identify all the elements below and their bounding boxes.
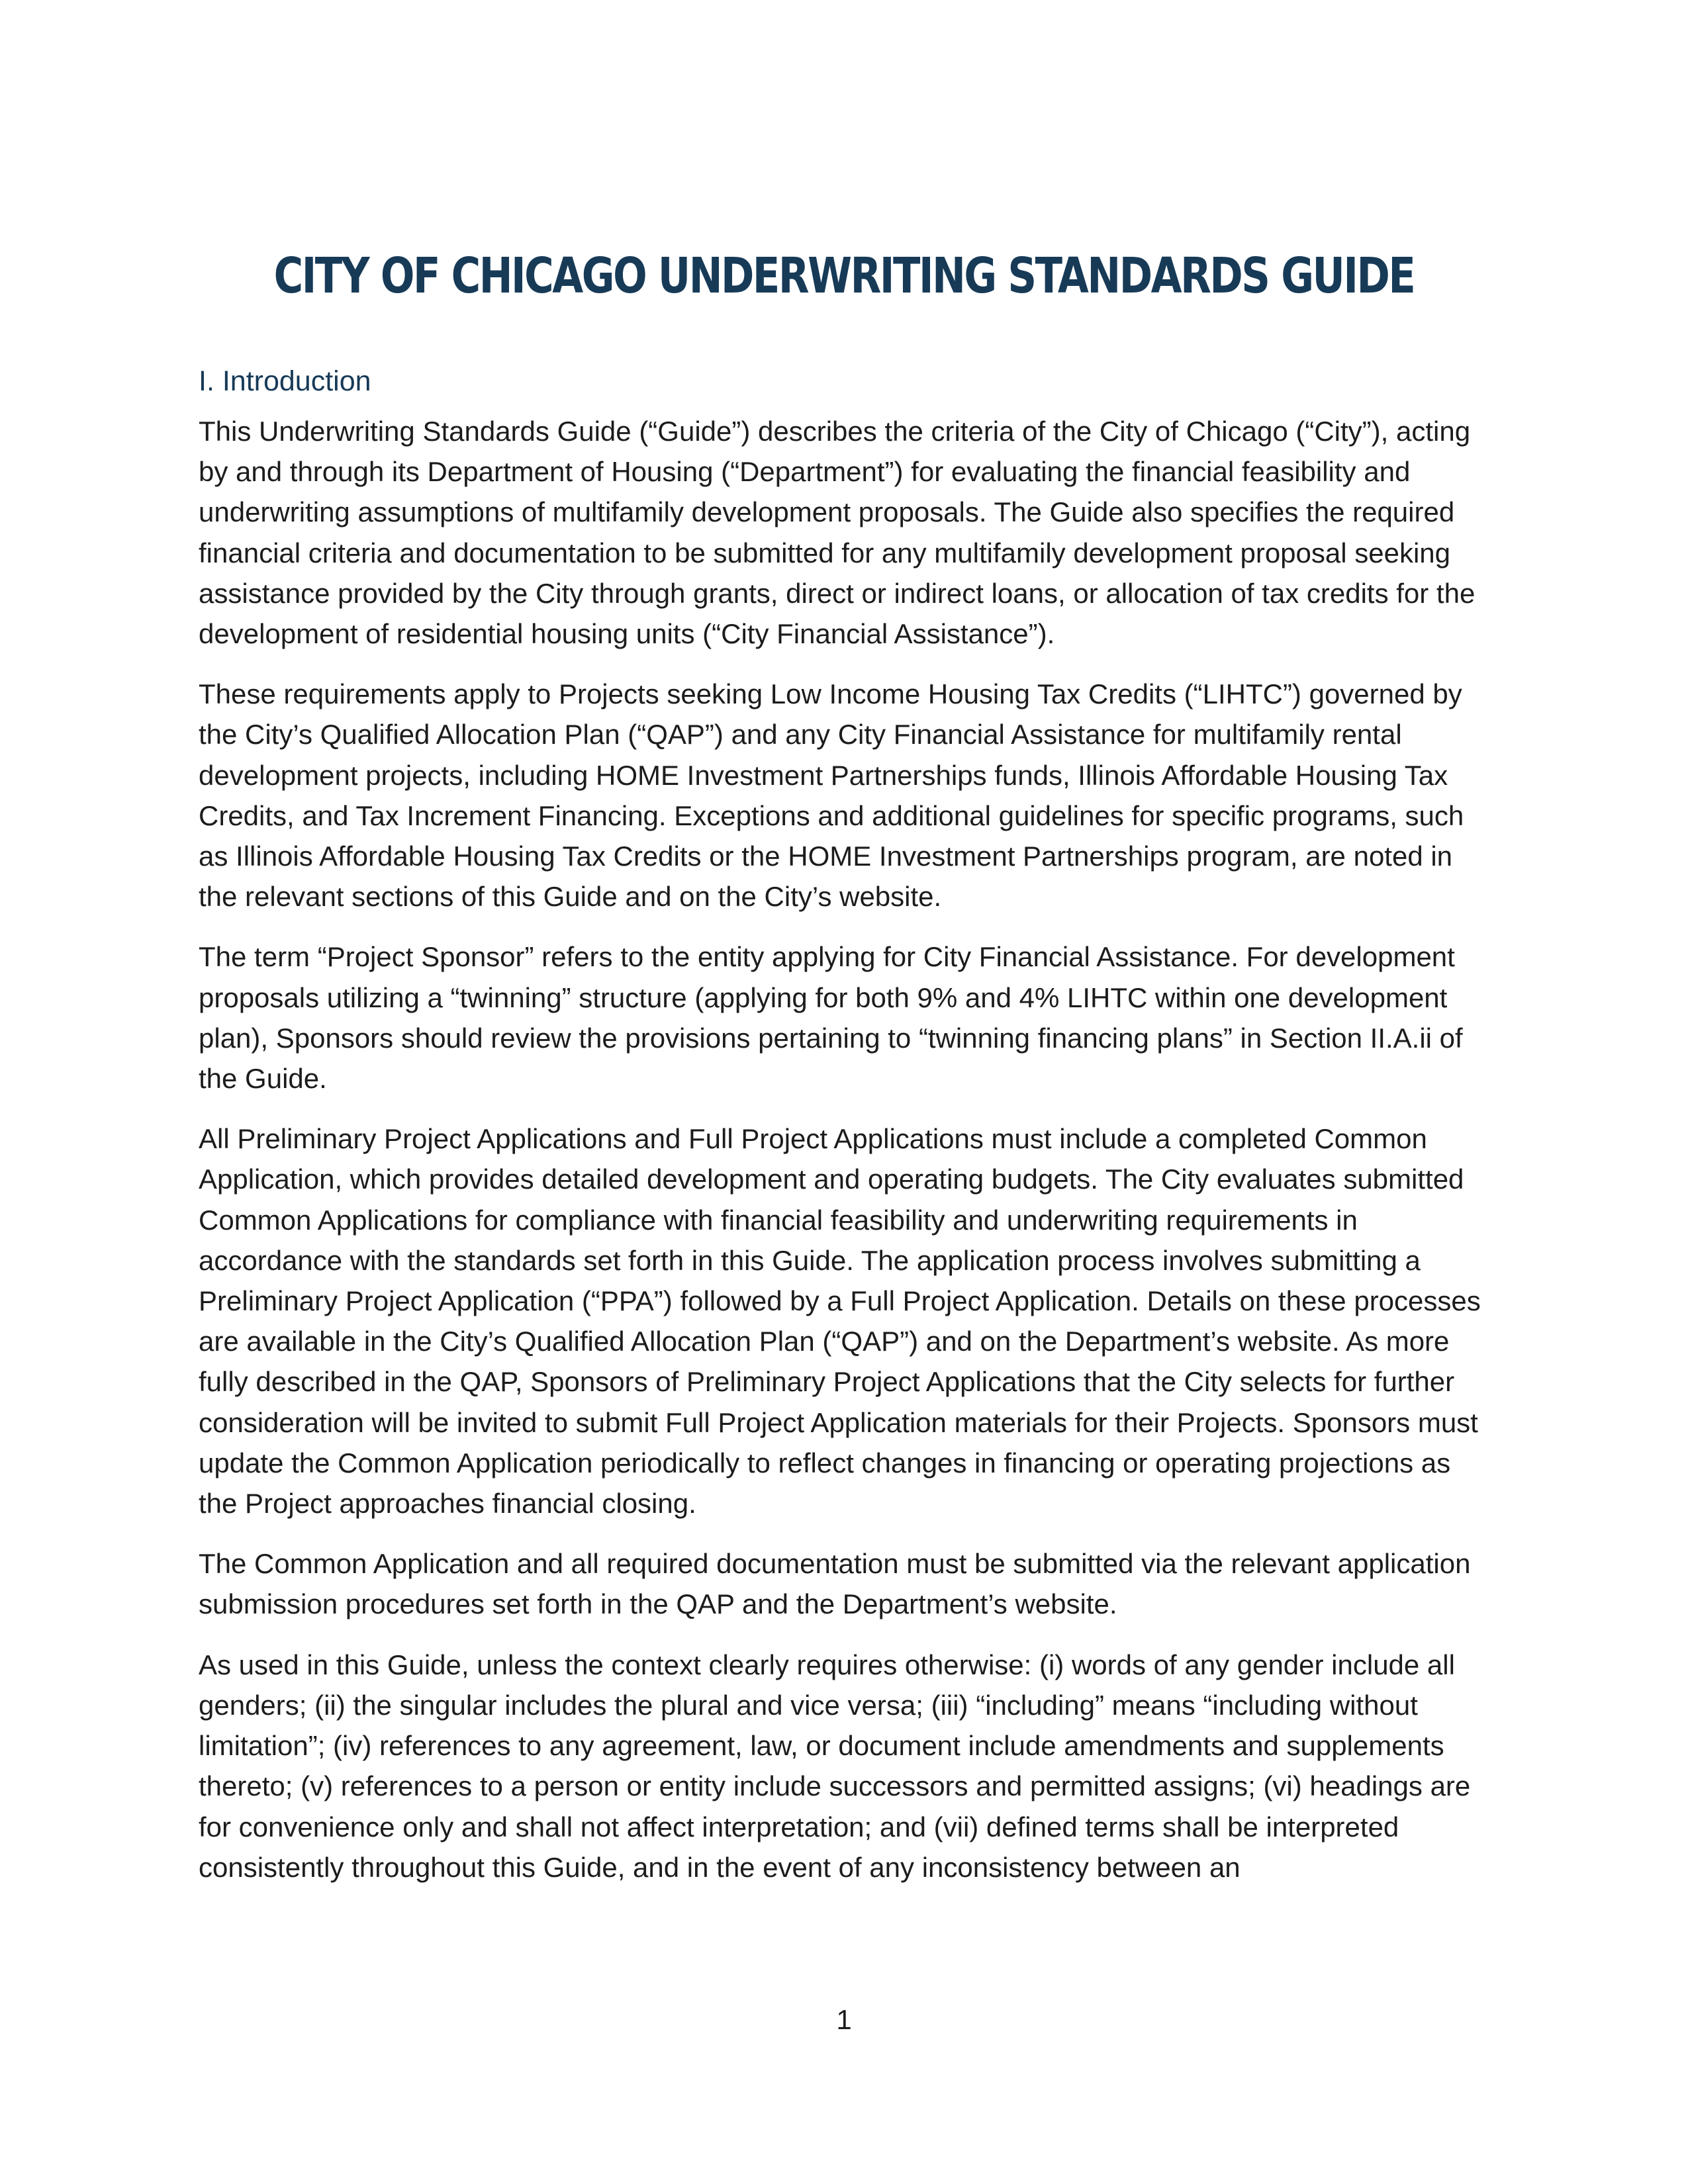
section-heading-introduction: I. Introduction	[199, 365, 371, 397]
paragraph: The Common Application and all required documentation must be submitted via the relevant application submission procedures set forth in the QAP and the Department’s website.	[199, 1548, 1471, 1620]
page-number: 1	[836, 2004, 852, 2035]
paragraph: As used in this Guide, unless the context clearly requires otherwise: (i) words of any gender include all genders; (ii) the singular includes the plural and vice versa; (iii) “including” means “including without limitation”; (iv) references to any agreement, law, or document include amendments and supplements thereto; (v) references to a person or entity include successors and permitted assigns; (vi) headings are for convenience only and shall not affect interpretation; and (vii) defined terms shall be interpreted consistently throughout this Guide, and in the event of any inconsistency between an	[199, 1649, 1471, 1883]
page-content	[199, 361, 1496, 1907]
paragraph: All Preliminary Project Applications and Full Project Applications must include a completed Common Application, which provides detailed development and operating budgets. The City evaluates submitted Common Applications for compliance with financial feasibility and underwriting requirements in accordance with the standards set forth in this Guide. The application process involves submitting a Preliminary Project Application (“PPA”) followed by a Full Project Application. Details on these processes are available in the City’s Qualified Allocation Plan (“QAP”) and on the Department’s website. As more fully described in the QAP, Sponsors of Preliminary Project Applications that the City selects for further consideration will be invited to submit Full Project Application materials for their Projects. Sponsors must update the Common Application periodically to reflect changes in financing or operating projections as the Project approaches financial closing.	[199, 1123, 1481, 1520]
paragraph: This Underwriting Standards Guide (“Guide”) describes the criteria of the City of Chicago (“City”), acting by and through its Department of Housing (“Department”) for evaluating the financial feasibility and underwriting assumptions of multifamily development proposals. The Guide also specifies the required financial criteria and documentation to be submitted for any multifamily development proposal seeking assistance provided by the City through grants, direct or indirect loans, or allocation of tax credits for the development of residential housing units (“City Financial Assistance”).	[199, 416, 1476, 650]
paragraph: The term “Project Sponsor” refers to the entity applying for City Financial Assistance. For development proposals utilizing a “twinning” structure (applying for both 9% and 4% LIHTC within one development plan), Sponsors should review the provisions pertaining to “twinning financing plans” in Section II.A.ii of the Guide.	[199, 941, 1463, 1095]
paragraph: These requirements apply to Projects seeking Low Income Housing Tax Credits (“LIHTC”) governed by the City’s Qualified Allocation Plan (“QAP”) and any City Financial Assistance for multifamily rental development projects, including HOME Investment Partnerships funds, Illinois Affordable Housing Tax Credits, and Tax Increment Financing. Exceptions and additional guidelines for specific programs, such as Illinois Affordable Housing Tax Credits or the HOME Investment Partnerships program, are noted in the relevant sections of this Guide and on the City’s website.	[199, 678, 1464, 913]
page-title: CITY OF CHICAGO UNDERWRITING STANDARDS GUIDE	[273, 248, 1415, 304]
